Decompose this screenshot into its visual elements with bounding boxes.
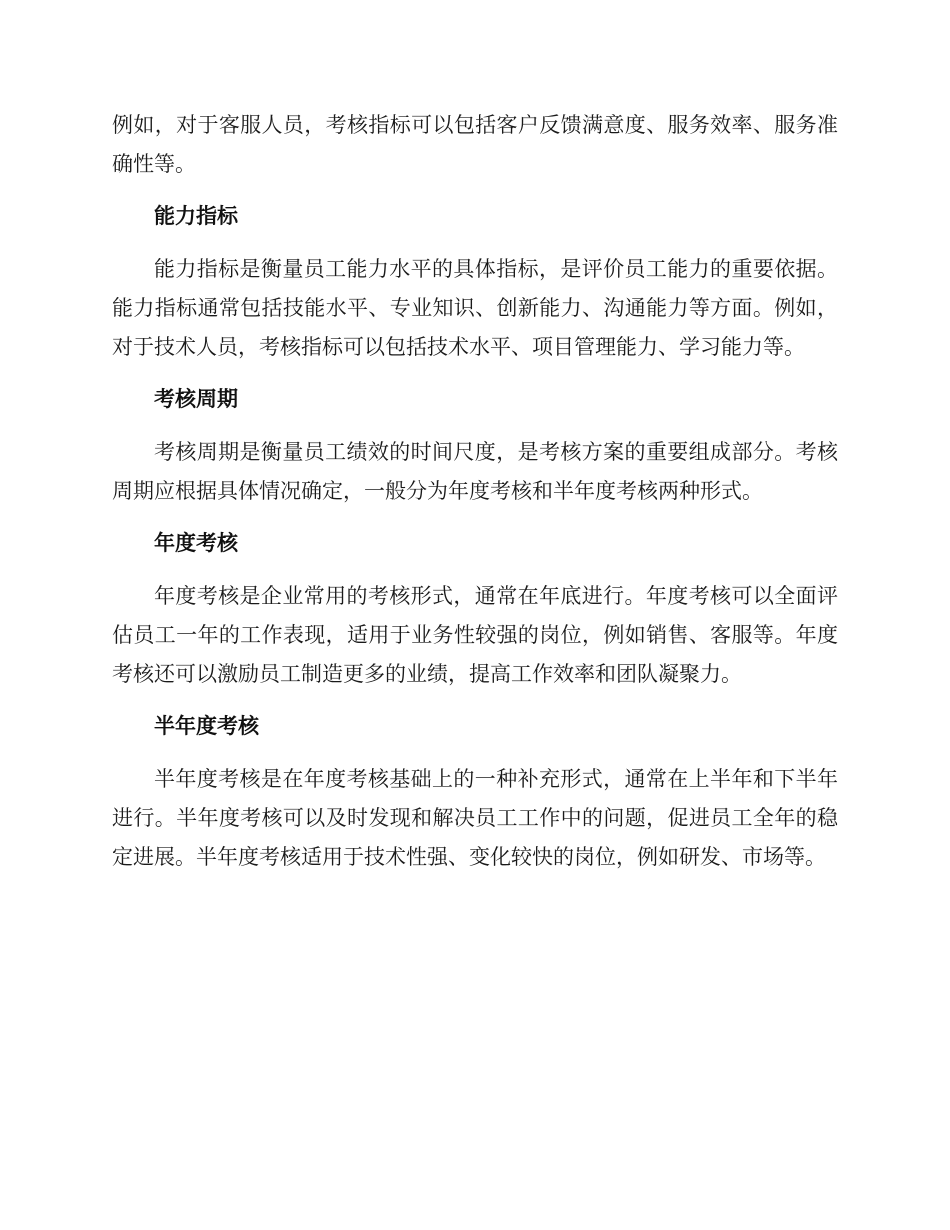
heading-assessment-cycle: 考核周期 — [154, 387, 238, 411]
paragraph-semiannual-assessment: 半年度考核是在年度考核基础上的一种补充形式，通常在上半年和下半年进行。半年度考核可以及时发现和解决员工工作中的问题，促进员工全年的稳定进展。半年度考核适用于技术性强、变化较快的岗位，例如研发、市场等。 — [112, 767, 838, 869]
heading-ability-indicators: 能力指标 — [154, 204, 238, 228]
paragraph-customer-service-example: 例如，对于客服人员，考核指标可以包括客户反馈满意度、服务效率、服务准确性等。 — [112, 113, 838, 176]
paragraph-annual-assessment: 年度考核是企业常用的考核形式，通常在年底进行。年度考核可以全面评估员工一年的工作表现，适用于业务性较强的岗位，例如销售、客服等。年度考核还可以激励员工制造更多的业绩，提高工作效率和团队凝聚力。 — [112, 584, 838, 686]
paragraph-assessment-cycle: 考核周期是衡量员工绩效的时间尺度，是考核方案的重要组成部分。考核周期应根据具体情况确定，一般分为年度考核和半年度考核两种形式。 — [112, 440, 838, 503]
heading-annual-assessment: 年度考核 — [154, 531, 238, 555]
heading-semiannual-assessment: 半年度考核 — [154, 714, 259, 738]
paragraph-ability-indicators: 能力指标是衡量员工能力水平的具体指标，是评价员工能力的重要依据。能力指标通常包括技能水平、专业知识、创新能力、沟通能力等方面。例如，对于技术人员，考核指标可以包括技术水平、项目管理能力、学习能力等。 — [112, 257, 838, 359]
document-page — [112, 0, 838, 894]
